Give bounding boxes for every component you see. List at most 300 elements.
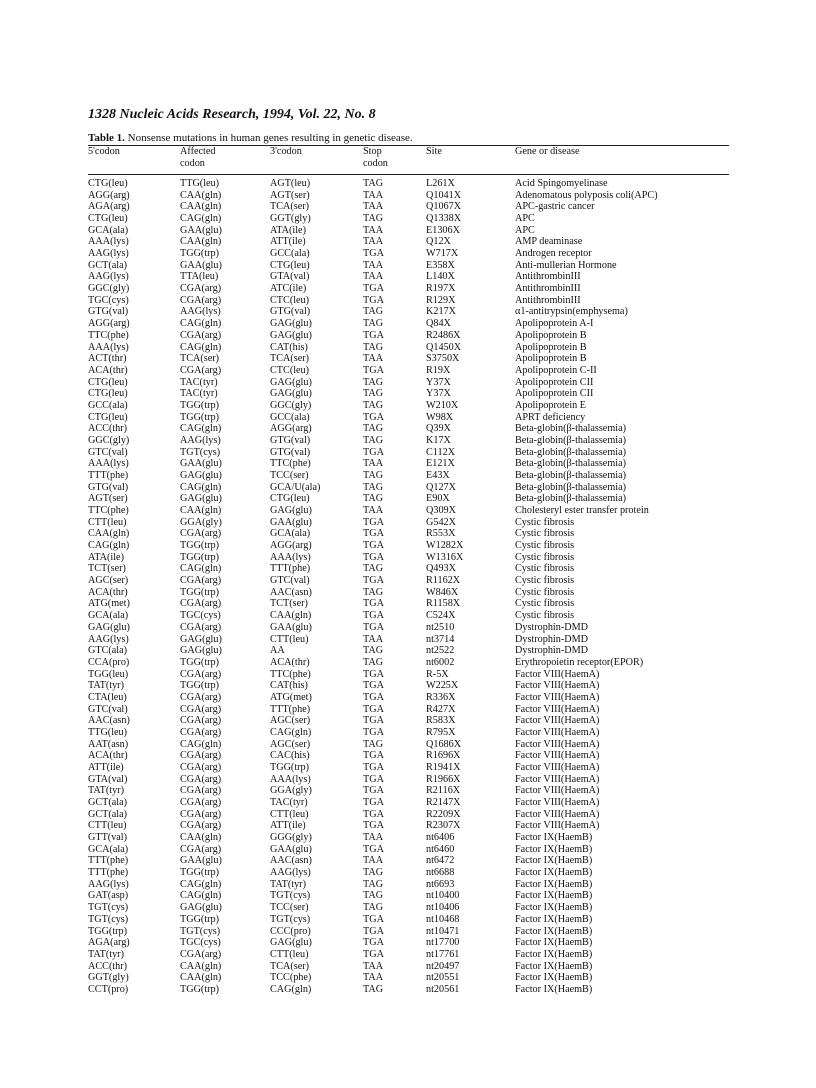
affected-codon-cell: GAA(glu) xyxy=(180,458,222,470)
affected-codon-cell: TGG(trp) xyxy=(180,540,220,552)
five-prime-codon-cell: GTG(val) xyxy=(88,481,129,493)
three-prime-codon-cell: CAG(gln) xyxy=(270,983,312,995)
gene-or-disease-cell: APC-gastric cancer xyxy=(515,201,595,213)
five-prime-codon-cell: GCC(ala) xyxy=(88,399,128,411)
site-cell: L261X xyxy=(426,178,455,189)
site-cell: W717X xyxy=(426,248,459,260)
affected-codon-cell: GAG(glu) xyxy=(180,470,222,481)
gene-or-disease-cell: Beta-globin(β-thalassemia) xyxy=(515,423,626,435)
gene-or-disease-cell: Apolipoprotein A-I xyxy=(515,318,594,330)
five-prime-codon-cell: TGG(leu) xyxy=(88,668,129,680)
gene-or-disease-cell: Factor IX(HaemB) xyxy=(515,983,593,995)
site-cell: R19X xyxy=(426,364,451,376)
gene-or-disease-cell: Cystic fibrosis xyxy=(515,563,575,575)
site-cell: W225X xyxy=(426,680,459,692)
five-prime-codon-cell: TTT(phe) xyxy=(88,470,129,481)
site-cell: W98X xyxy=(426,411,454,423)
stop-codon-cell: TGA xyxy=(363,680,384,692)
gene-or-disease-cell: Factor VIII(HaemA) xyxy=(515,703,600,715)
stop-codon-cell: TAG xyxy=(363,399,384,411)
site-cell: nt6460 xyxy=(426,843,455,855)
three-prime-codon-cell: CAT(his) xyxy=(270,341,308,353)
site-cell: nt20551 xyxy=(426,972,460,984)
three-prime-codon-cell: CCC(pro) xyxy=(270,925,311,937)
gene-or-disease-cell: AntithrombinIII xyxy=(515,294,581,306)
stop-codon-cell: TAA xyxy=(363,960,384,972)
three-prime-codon-cell: TGG(trp) xyxy=(270,762,310,773)
three-prime-codon-cell: CTT(leu) xyxy=(270,808,309,820)
five-prime-codon-cell: TGT(cys) xyxy=(88,902,129,914)
gene-or-disease-cell: APC xyxy=(515,213,535,225)
gene-or-disease-cell: AMP deaminase xyxy=(515,236,583,248)
stop-codon-cell: TAG xyxy=(363,902,384,914)
five-prime-codon-cell: CTA(leu) xyxy=(88,691,127,703)
three-prime-codon-cell: AAC(asn) xyxy=(270,855,312,867)
three-prime-codon-cell: CTT(leu) xyxy=(270,633,309,645)
gene-or-disease-cell: Factor VIII(HaemA) xyxy=(515,738,600,750)
five-prime-codon-cell: GAT(asp) xyxy=(88,890,129,902)
site-cell: nt10406 xyxy=(426,902,460,914)
affected-codon-cell: CGA(arg) xyxy=(180,785,222,797)
site-cell: R2307X xyxy=(426,820,461,832)
stop-codon-cell: TGA xyxy=(363,551,384,563)
gene-or-disease-cell: Beta-globin(β-thalassemia) xyxy=(515,434,626,446)
gene-or-disease-cell: Cystic fibrosis xyxy=(515,598,575,610)
site-cell: W846X xyxy=(426,586,459,598)
site-cell: E1306X xyxy=(426,224,460,236)
stop-codon-cell: TGA xyxy=(363,785,384,797)
three-prime-codon-cell: GAG(glu) xyxy=(270,329,312,341)
three-prime-codon-cell: GTA(val) xyxy=(270,271,310,283)
three-prime-codon-cell: AGC(ser) xyxy=(270,738,311,750)
stop-codon-cell: TAG xyxy=(363,645,384,657)
site-cell: nt6688 xyxy=(426,867,455,879)
affected-codon-cell: TGG(trp) xyxy=(180,248,220,260)
affected-codon-cell: GAA(glu) xyxy=(180,224,222,236)
gene-or-disease-cell: Factor IX(HaemB) xyxy=(515,948,593,960)
stop-codon-cell: TAA xyxy=(363,189,384,201)
site-cell: R336X xyxy=(426,691,456,703)
three-prime-codon-cell: TGT(cys) xyxy=(270,913,311,925)
five-prime-codon-cell: TAT(tyr) xyxy=(88,785,124,797)
stop-codon-cell: TAG xyxy=(363,470,384,481)
gene-or-disease-cell: Cystic fibrosis xyxy=(515,540,575,552)
site-cell: Q1338X xyxy=(426,213,462,225)
col-header-3prime-codon: 3'codon xyxy=(270,146,302,157)
stop-codon-cell: TAG xyxy=(363,341,384,353)
three-prime-codon-cell: CAG(gln) xyxy=(270,726,312,738)
five-prime-codon-cell: CTT(leu) xyxy=(88,820,127,832)
stop-codon-cell: TGA xyxy=(363,668,384,680)
gene-or-disease-cell: Factor IX(HaemB) xyxy=(515,972,593,984)
five-prime-codon-cell: TTT(phe) xyxy=(88,855,129,867)
affected-codon-cell: CGA(arg) xyxy=(180,598,222,610)
gene-or-disease-cell: Androgen receptor xyxy=(515,248,592,260)
stop-codon-cell: TAG xyxy=(363,213,384,225)
site-cell: Q39X xyxy=(426,423,451,435)
affected-codon-cell: CAA(gln) xyxy=(180,960,222,972)
stop-codon-cell: TGA xyxy=(363,762,384,773)
site-cell: Q12X xyxy=(426,236,451,248)
gene-or-disease-cell: Factor VIII(HaemA) xyxy=(515,680,600,692)
five-prime-codon-cell: GCA(ala) xyxy=(88,224,129,236)
five-prime-codon-cell: AGG(arg) xyxy=(88,189,130,201)
affected-codon-cell: TGG(trp) xyxy=(180,867,220,879)
three-prime-codon-cell: TCA(ser) xyxy=(270,353,310,365)
three-prime-codon-cell: GCC(ala) xyxy=(270,248,310,260)
site-cell: Q1450X xyxy=(426,341,462,353)
three-prime-codon-cell: CAC(his) xyxy=(270,750,310,762)
five-prime-codon-cell: GCA(ala) xyxy=(88,610,129,622)
gene-or-disease-cell: Acid Spingomyelinase xyxy=(515,178,608,189)
three-prime-codon-cell: GAG(glu) xyxy=(270,318,312,330)
five-prime-codon-cell: CTG(leu) xyxy=(88,178,128,189)
affected-codon-cell: CGA(arg) xyxy=(180,621,222,633)
gene-or-disease-cell: Factor VIII(HaemA) xyxy=(515,726,600,738)
site-cell: K17X xyxy=(426,434,451,446)
stop-codon-cell: TGA xyxy=(363,575,384,587)
site-cell: nt6472 xyxy=(426,855,455,867)
affected-codon-cell: CAA(gln) xyxy=(180,832,222,844)
stop-codon-cell: TGA xyxy=(363,773,384,785)
three-prime-codon-cell: GAA(glu) xyxy=(270,843,312,855)
three-prime-codon-cell: TCC(ser) xyxy=(270,470,309,481)
gene-or-disease-cell: Apolipoprotein B xyxy=(515,341,587,353)
site-cell: Y37X xyxy=(426,388,451,400)
stop-codon-cell: TAA xyxy=(363,271,384,283)
five-prime-codon-cell: AGA(arg) xyxy=(88,937,130,949)
site-cell: nt10400 xyxy=(426,890,460,902)
affected-codon-cell: GAG(glu) xyxy=(180,493,222,505)
three-prime-codon-cell: TTC(phe) xyxy=(270,668,311,680)
site-cell: Q309X xyxy=(426,505,456,517)
three-prime-codon-cell: AAA(lys) xyxy=(270,551,311,563)
site-cell: E358X xyxy=(426,259,455,271)
stop-codon-cell: TGA xyxy=(363,715,384,727)
affected-codon-cell: CAG(gln) xyxy=(180,318,222,330)
site-cell: Q493X xyxy=(426,563,456,575)
five-prime-codon-cell: TCT(ser) xyxy=(88,563,126,575)
three-prime-codon-cell: ATA(ile) xyxy=(270,224,306,236)
table-header-rule xyxy=(88,174,729,175)
affected-codon-cell: CGA(arg) xyxy=(180,528,222,540)
three-prime-codon-cell: TGT(cys) xyxy=(270,890,311,902)
site-cell: Q1686X xyxy=(426,738,462,750)
gene-or-disease-cell: Apolipoprotein CII xyxy=(515,388,594,400)
gene-or-disease-cell: Factor VIII(HaemA) xyxy=(515,773,600,785)
three-prime-codon-cell: GAA(glu) xyxy=(270,621,312,633)
three-prime-codon-cell: AAA(lys) xyxy=(270,773,311,785)
col-header-5prime-codon: 5'codon xyxy=(88,146,120,157)
stop-codon-cell: TGA xyxy=(363,750,384,762)
gene-or-disease-cell: Beta-globin(β-thalassemia) xyxy=(515,481,626,493)
site-cell: Y37X xyxy=(426,376,451,388)
gene-or-disease-cell: APRT deficiency xyxy=(515,411,586,423)
gene-or-disease-cell: Cystic fibrosis xyxy=(515,586,575,598)
affected-codon-cell: TCA(ser) xyxy=(180,353,220,365)
affected-codon-cell: CGA(arg) xyxy=(180,691,222,703)
affected-codon-cell: CAG(gln) xyxy=(180,341,222,353)
site-cell: nt2522 xyxy=(426,645,455,657)
affected-codon-cell: TGG(trp) xyxy=(180,551,220,563)
three-prime-codon-cell: AGC(ser) xyxy=(270,715,311,727)
gene-or-disease-cell: Apolipoprotein B xyxy=(515,353,587,365)
site-cell: K217X xyxy=(426,306,456,318)
gene-or-disease-cell: Beta-globin(β-thalassemia) xyxy=(515,493,626,505)
stop-codon-cell: TGA xyxy=(363,540,384,552)
gene-or-disease-cell: Factor IX(HaemB) xyxy=(515,960,593,972)
site-cell: C524X xyxy=(426,610,456,622)
stop-codon-cell: TAA xyxy=(363,201,384,213)
col-header-stop-codon: Stop codon xyxy=(363,146,388,169)
three-prime-codon-cell: AGG(arg) xyxy=(270,423,312,435)
stop-codon-cell: TGA xyxy=(363,329,384,341)
site-cell: G542X xyxy=(426,516,456,528)
gene-or-disease-cell: Erythropoietin receptor(EPOR) xyxy=(515,656,644,668)
three-prime-codon-cell: TTT(phe) xyxy=(270,703,311,715)
three-prime-codon-cell: TAC(tyr) xyxy=(270,797,308,809)
journal-citation: Nucleic Acids Research, 1994, Vol. 22, No. 8 xyxy=(119,107,376,122)
affected-codon-cell: CGA(arg) xyxy=(180,762,222,773)
gene-or-disease-cell: Dystrophin-DMD xyxy=(515,633,589,645)
stop-codon-cell: TAG xyxy=(363,388,384,400)
three-prime-codon-cell: CTT(leu) xyxy=(270,948,309,960)
stop-codon-cell: TGA xyxy=(363,411,384,423)
gene-or-disease-cell: Factor IX(HaemB) xyxy=(515,867,593,879)
five-prime-codon-cell: GGC(gly) xyxy=(88,283,130,295)
affected-codon-cell: CAG(gln) xyxy=(180,878,222,890)
five-prime-codon-cell: ATT(ile) xyxy=(88,762,124,773)
stop-codon-cell: TGA xyxy=(363,294,384,306)
affected-codon-cell: CAG(gln) xyxy=(180,481,222,493)
three-prime-codon-cell: GCA(ala) xyxy=(270,528,311,540)
five-prime-codon-cell: AAA(lys) xyxy=(88,458,129,470)
table-caption-text: Nonsense mutations in human genes resulting in genetic disease. xyxy=(127,132,413,144)
five-prime-codon-cell: ACA(thr) xyxy=(88,364,128,376)
site-cell: R197X xyxy=(426,283,456,295)
affected-codon-cell: CGA(arg) xyxy=(180,715,222,727)
gene-or-disease-cell: Cystic fibrosis xyxy=(515,528,575,540)
site-cell: nt6693 xyxy=(426,878,455,890)
affected-codon-cell: CGA(arg) xyxy=(180,808,222,820)
site-cell: E43X xyxy=(426,470,450,481)
five-prime-codon-cell: AAG(lys) xyxy=(88,878,129,890)
stop-codon-cell: TAG xyxy=(363,867,384,879)
three-prime-codon-cell: GAG(glu) xyxy=(270,937,312,949)
three-prime-codon-cell: AGT(ser) xyxy=(270,189,310,201)
gene-or-disease-cell: Dystrophin-DMD xyxy=(515,645,589,657)
three-prime-codon-cell: TCT(ser) xyxy=(270,598,308,610)
five-prime-codon-cell: CAG(gln) xyxy=(88,540,130,552)
site-cell: nt2510 xyxy=(426,621,455,633)
three-prime-codon-cell: AGT(leu) xyxy=(270,178,311,189)
page-number: 1328 xyxy=(88,107,116,122)
stop-codon-cell: TAG xyxy=(363,434,384,446)
five-prime-codon-cell: TAT(tyr) xyxy=(88,948,124,960)
gene-or-disease-cell: Anti-mullerian Hormone xyxy=(515,259,617,271)
gene-or-disease-cell: Factor IX(HaemB) xyxy=(515,878,593,890)
stop-codon-cell: TAA xyxy=(363,972,384,984)
five-prime-codon-cell: TGC(cys) xyxy=(88,294,129,306)
three-prime-codon-cell: ACA(thr) xyxy=(270,656,310,668)
three-prime-codon-cell: GAG(glu) xyxy=(270,388,312,400)
three-prime-codon-cell: GGC(gly) xyxy=(270,399,312,411)
three-prime-codon-cell: ATT(ile) xyxy=(270,236,306,248)
site-cell: R2116X xyxy=(426,785,461,797)
affected-codon-cell: TGC(cys) xyxy=(180,937,221,949)
stop-codon-cell: TAG xyxy=(363,738,384,750)
affected-codon-cell: TGG(trp) xyxy=(180,411,220,423)
three-prime-codon-cell: GAA(glu) xyxy=(270,516,312,528)
gene-or-disease-cell: Factor VIII(HaemA) xyxy=(515,691,600,703)
site-cell: nt20497 xyxy=(426,960,460,972)
three-prime-codon-cell: GTG(val) xyxy=(270,446,311,458)
stop-codon-cell: TGA xyxy=(363,913,384,925)
three-prime-codon-cell: ATG(met) xyxy=(270,691,312,703)
five-prime-codon-cell: ACT(thr) xyxy=(88,353,127,365)
five-prime-codon-cell: AGA(arg) xyxy=(88,201,130,213)
five-prime-codon-cell: TTC(phe) xyxy=(88,329,129,341)
gene-or-disease-cell: Factor IX(HaemB) xyxy=(515,855,593,867)
stop-codon-cell: TAG xyxy=(363,586,384,598)
affected-codon-cell: CGA(arg) xyxy=(180,575,222,587)
five-prime-codon-cell: AAG(lys) xyxy=(88,248,129,260)
gene-or-disease-cell: Beta-globin(β-thalassemia) xyxy=(515,446,626,458)
three-prime-codon-cell: CTG(leu) xyxy=(270,259,310,271)
site-cell: nt10468 xyxy=(426,913,460,925)
affected-codon-cell: CGA(arg) xyxy=(180,283,222,295)
five-prime-codon-cell: ACA(thr) xyxy=(88,586,128,598)
stop-codon-cell: TAG xyxy=(363,890,384,902)
five-prime-codon-cell: GGC(gly) xyxy=(88,434,130,446)
affected-codon-cell: TGT(cys) xyxy=(180,925,221,937)
five-prime-codon-cell: CTT(leu) xyxy=(88,516,127,528)
gene-or-disease-cell: Factor IX(HaemB) xyxy=(515,937,593,949)
affected-codon-cell: GAA(glu) xyxy=(180,855,222,867)
stop-codon-cell: TGA xyxy=(363,937,384,949)
five-prime-codon-cell: ACC(thr) xyxy=(88,423,128,435)
three-prime-codon-cell: CTG(leu) xyxy=(270,493,310,505)
affected-codon-cell: TGC(cys) xyxy=(180,610,221,622)
affected-codon-cell: GAA(glu) xyxy=(180,259,222,271)
stop-codon-cell: TGA xyxy=(363,808,384,820)
affected-codon-cell: CAA(gln) xyxy=(180,505,222,517)
table-label: Table 1. xyxy=(88,132,125,144)
gene-or-disease-cell: Factor VIII(HaemA) xyxy=(515,808,600,820)
site-cell: nt10471 xyxy=(426,925,460,937)
five-prime-codon-cell: ATA(ile) xyxy=(88,551,124,563)
gene-or-disease-cell: Apolipoprotein CII xyxy=(515,376,594,388)
five-prime-codon-cell: GTT(val) xyxy=(88,832,128,844)
five-prime-codon-cell: TAT(tyr) xyxy=(88,680,124,692)
gene-or-disease-cell: Cystic fibrosis xyxy=(515,575,575,587)
site-cell: R1162X xyxy=(426,575,461,587)
three-prime-codon-cell: AAG(lys) xyxy=(270,867,311,879)
three-prime-codon-cell: GTC(val) xyxy=(270,575,310,587)
gene-or-disease-cell: Factor IX(HaemB) xyxy=(515,832,593,844)
gene-or-disease-cell: Factor IX(HaemB) xyxy=(515,890,593,902)
five-prime-codon-cell: TTC(phe) xyxy=(88,505,129,517)
site-cell: nt3714 xyxy=(426,633,455,645)
gene-or-disease-cell: Apolipoprotein E xyxy=(515,399,587,411)
gene-or-disease-cell: Factor IX(HaemB) xyxy=(515,913,593,925)
stop-codon-cell: TGA xyxy=(363,843,384,855)
stop-codon-cell: TAG xyxy=(363,376,384,388)
stop-codon-cell: TGA xyxy=(363,691,384,703)
stop-codon-cell: TGA xyxy=(363,610,384,622)
stop-codon-cell: TAA xyxy=(363,505,384,517)
five-prime-codon-cell: GTA(val) xyxy=(88,773,128,785)
site-cell: Q127X xyxy=(426,481,456,493)
five-prime-codon-cell: AAA(lys) xyxy=(88,341,129,353)
affected-codon-cell: CGA(arg) xyxy=(180,948,222,960)
stop-codon-cell: TAG xyxy=(363,656,384,668)
three-prime-codon-cell: GGT(gly) xyxy=(270,213,311,225)
three-prime-codon-cell: GTG(val) xyxy=(270,434,311,446)
stop-codon-cell: TGA xyxy=(363,446,384,458)
site-cell: nt17761 xyxy=(426,948,460,960)
site-cell: R2209X xyxy=(426,808,461,820)
gene-or-disease-cell: Cystic fibrosis xyxy=(515,551,575,563)
affected-codon-cell: CAG(gln) xyxy=(180,423,222,435)
gene-or-disease-cell: Factor VIII(HaemA) xyxy=(515,750,600,762)
affected-codon-cell: TGG(trp) xyxy=(180,680,220,692)
three-prime-codon-cell: ATT(ile) xyxy=(270,820,306,832)
stop-codon-cell: TGA xyxy=(363,726,384,738)
site-cell: L140X xyxy=(426,271,455,283)
five-prime-codon-cell: GTG(val) xyxy=(88,306,129,318)
five-prime-codon-cell: CTG(leu) xyxy=(88,213,128,225)
five-prime-codon-cell: ACA(thr) xyxy=(88,750,128,762)
five-prime-codon-cell: GTC(val) xyxy=(88,446,128,458)
affected-codon-cell: CAA(gln) xyxy=(180,189,222,201)
gene-or-disease-cell: AntithrombinIII xyxy=(515,271,581,283)
stop-codon-cell: TGA xyxy=(363,598,384,610)
affected-codon-cell: CGA(arg) xyxy=(180,668,222,680)
three-prime-codon-cell: GCC(ala) xyxy=(270,411,310,423)
gene-or-disease-cell: Cholesteryl ester transfer protein xyxy=(515,505,649,517)
three-prime-codon-cell: AGG(arg) xyxy=(270,540,312,552)
five-prime-codon-cell: GTC(ala) xyxy=(88,645,128,657)
gene-or-disease-cell: Factor VIII(HaemA) xyxy=(515,785,600,797)
site-cell: Q1041X xyxy=(426,189,462,201)
five-prime-codon-cell: GAG(glu) xyxy=(88,621,130,633)
col-header-gene-or-disease: Gene or disease xyxy=(515,146,580,157)
three-prime-codon-cell: GGG(gly) xyxy=(270,832,312,844)
site-cell: Q84X xyxy=(426,318,451,330)
five-prime-codon-cell: AAT(asn) xyxy=(88,738,129,750)
affected-codon-cell: CGA(arg) xyxy=(180,820,222,832)
affected-codon-cell: TGG(trp) xyxy=(180,399,220,411)
affected-codon-cell: CGA(arg) xyxy=(180,773,222,785)
three-prime-codon-cell: AAC(asn) xyxy=(270,586,312,598)
five-prime-codon-cell: ATG(met) xyxy=(88,598,130,610)
affected-codon-cell: CAG(gln) xyxy=(180,213,222,225)
stop-codon-cell: TAG xyxy=(363,423,384,435)
gene-or-disease-cell: APC xyxy=(515,224,535,236)
stop-codon-cell: TAA xyxy=(363,353,384,365)
site-cell: R427X xyxy=(426,703,456,715)
stop-codon-cell: TGA xyxy=(363,364,384,376)
five-prime-codon-cell: GCT(ala) xyxy=(88,259,128,271)
running-head xyxy=(88,107,376,123)
three-prime-codon-cell: CTC(leu) xyxy=(270,364,310,376)
five-prime-codon-cell: AAC(asn) xyxy=(88,715,130,727)
affected-codon-cell: TAC(tyr) xyxy=(180,388,218,400)
gene-or-disease-cell: AntithrombinIII xyxy=(515,283,581,295)
three-prime-codon-cell: AA xyxy=(270,645,285,657)
gene-or-disease-cell: Cystic fibrosis xyxy=(515,516,575,528)
